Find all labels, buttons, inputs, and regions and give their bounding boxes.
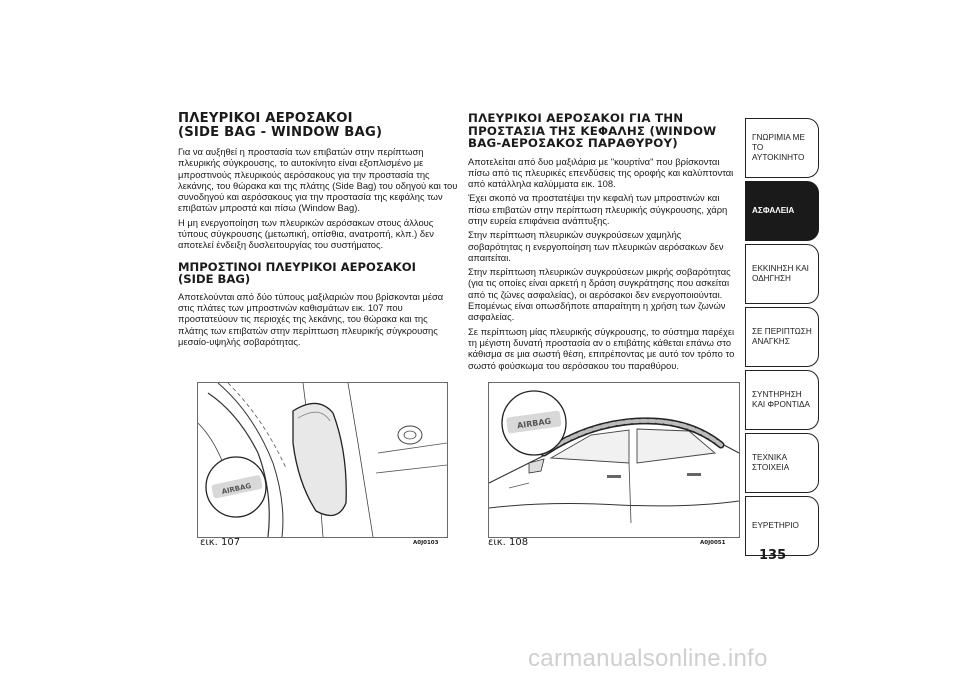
tab-label: ΣΕ ΠΕΡΙΠΤΩΣΗ ΑΝΑΓΚΗΣ (752, 327, 812, 346)
seat-airbag-illustration (198, 383, 447, 537)
paragraph: Έχει σκοπό να προστατέψει την κεφαλή των μπροστινών και πίσω επιβατών στην περίπτωση πλευρικής σύγκρουσης, χάρη στην ευρεία επιφάνεια ανάπτυξης. (468, 192, 728, 226)
tab-index[interactable] (745, 496, 819, 556)
figure-code: A0J0051 (700, 540, 726, 546)
paragraph: Σε περίπτωση μίας πλευρικής σύγκρουσης, το σύστημα παρέχει τη μέγιστη δυνατή προστασία αν ο επιβάτης κάθεται επάνω στο κάθισμα σε μια σωστή θέση, επιτρέποντας με αυτό τον τρόπο το σωστό φούσκωμα του αερόσακου του παραθύρου. (468, 325, 735, 371)
left-column (178, 112, 458, 350)
tab-getting-to-know[interactable] (745, 118, 819, 178)
airbag-label: AIRBAG (220, 481, 252, 496)
paragraph: Η μη ενεργοποίηση των πλευρικών αερόσακων στους άλλους τύπους σύγκρουσης (μετωπική, οπίσθια, ανατροπή, κλπ.) δεν αποτελεί ένδειξη δυσλειτουργίας του συστήματος. (178, 216, 434, 251)
section-title-line1: ΠΛΕΥΡΙΚΟΙ ΑΕΡΟΣΑΚΟΙ ΓΙΑ ΤΗΝ (468, 111, 684, 125)
figure-caption: εικ. 108 (488, 537, 529, 548)
page-number: 135 (759, 548, 787, 563)
watermark: carmanualsonline.info (528, 645, 768, 672)
tab-technical-data[interactable] (745, 433, 819, 493)
paragraph: Στην περίπτωση πλευρικών συγκρούσεων μικρής σοβαρότητας (για τις οποίες είναι αρκετή η δράση συγκράτησης που ασκείται από τις ζώνες ασφαλείας), οι αερόσακοι δεν ενεργοποιούνται. Επομένως είναι οπωσδήποτε απαραίτητη η χρήση των ζωνών ασφαλείας. (468, 266, 731, 323)
figure-caption: εικ. 107 (200, 537, 241, 548)
section-title-line2: (SIDE BAG - WINDOW BAG) (178, 125, 383, 140)
right-column (468, 112, 738, 374)
paragraph: Στην περίπτωση πλευρικών συγκρούσεων χαμηλής σοβαρότητας η ενεργοποίηση των πλευρικών αερόσακων δεν απαιτείται. (468, 229, 724, 263)
paragraph: Αποτελούνται από δύο τύπους μαξιλαριών που βρίσκονται μέσα στις πλάτες των μπροστινών καθισμάτων εικ. 107 που προστατεύουν τις περιοχές της λεκάνης, του θώρακα και της πλάτης των επιβατών στην περίπτωση πλευρικής σύγκρουσης μεσαίο-υψηλής σοβαρότητας. (178, 290, 444, 347)
figure-code: A0J0103 (413, 540, 439, 546)
paragraph: Αποτελείται από δυο μαξιλάρια με "κουρτίνα" που βρίσκονται πίσω από τις πλευρικές επενδύσεις της οροφής και καλύπτονται από κατάλληλα καλύμματα εικ. 108. (468, 155, 734, 190)
tab-label: ΓΝΩΡΙΜΙΑ ΜΕ ΤΟ ΑΥΤΟΚΙΝΗΤΟ (752, 133, 805, 162)
car-curtain-airbag-illustration (489, 383, 739, 537)
subsection-title-line1: ΜΠΡΟΣΤΙΝΟΙ ΠΛΕΥΡΙΚΟΙ ΑΕΡΟΣΑΚΟΙ (178, 259, 416, 274)
paragraph: Για να αυξηθεί η προστασία των επιβατών στην περίπτωση πλευρικής σύγκρουσης, το αυτοκίνητο είναι εξοπλισμένο με μπροστινούς πλευρικούς αερόσακους για την προστασία της λεκάνης, του θώρακα και της πλάτης (Side Bag) του οδηγού και του συνοδηγού και αερόσακους για την προστασία της κεφάλης των επιβατών μπροστά και πίσω (Window Bag). (178, 146, 458, 214)
tab-label: ΑΣΦΑΛΕΙΑ (752, 206, 795, 215)
section-title-line1: ΠΛΕΥΡΙΚΟΙ ΑΕΡΟΣΑΚΟΙ (178, 111, 353, 126)
chapter-tabs (745, 118, 819, 559)
tab-maintenance[interactable] (745, 370, 819, 430)
figure-108-window-bag (488, 382, 740, 538)
section-title-line2: ΠΡΟΣΤΑΣΙΑ ΤΗΣ ΚΕΦΑΛΗΣ (WINDOW (468, 123, 717, 138)
subsection-title (178, 261, 458, 286)
tab-label: ΣΥΝΤΗΡΗΣΗ ΚΑΙ ΦΡΟΝΤΙΔΑ (752, 390, 810, 409)
tab-emergency[interactable] (745, 307, 819, 367)
subsection-title-line2: (SIDE BAG) (178, 272, 251, 287)
airbag-label: AIRBAG (516, 416, 552, 431)
tab-label: ΕΥΡΕΤΗΡΙΟ (752, 521, 799, 530)
section-title (468, 112, 738, 150)
tab-starting-driving[interactable] (745, 244, 819, 304)
tab-label: ΕΚΚΙΝΗΣΗ ΚΑΙ ΟΔΗΓΗΣΗ (752, 264, 809, 283)
tab-label: ΤΕΧΝΙΚΑ ΣΤΟΙΧΕΙΑ (752, 453, 790, 472)
tab-safety[interactable] (745, 181, 819, 241)
section-title-line3: BAG-ΑΕΡΟΣΑΚΟΣ ΠΑΡΑΘΥΡΟΥ) (468, 136, 678, 150)
figure-107-side-bag (197, 382, 448, 538)
section-title (178, 112, 458, 140)
